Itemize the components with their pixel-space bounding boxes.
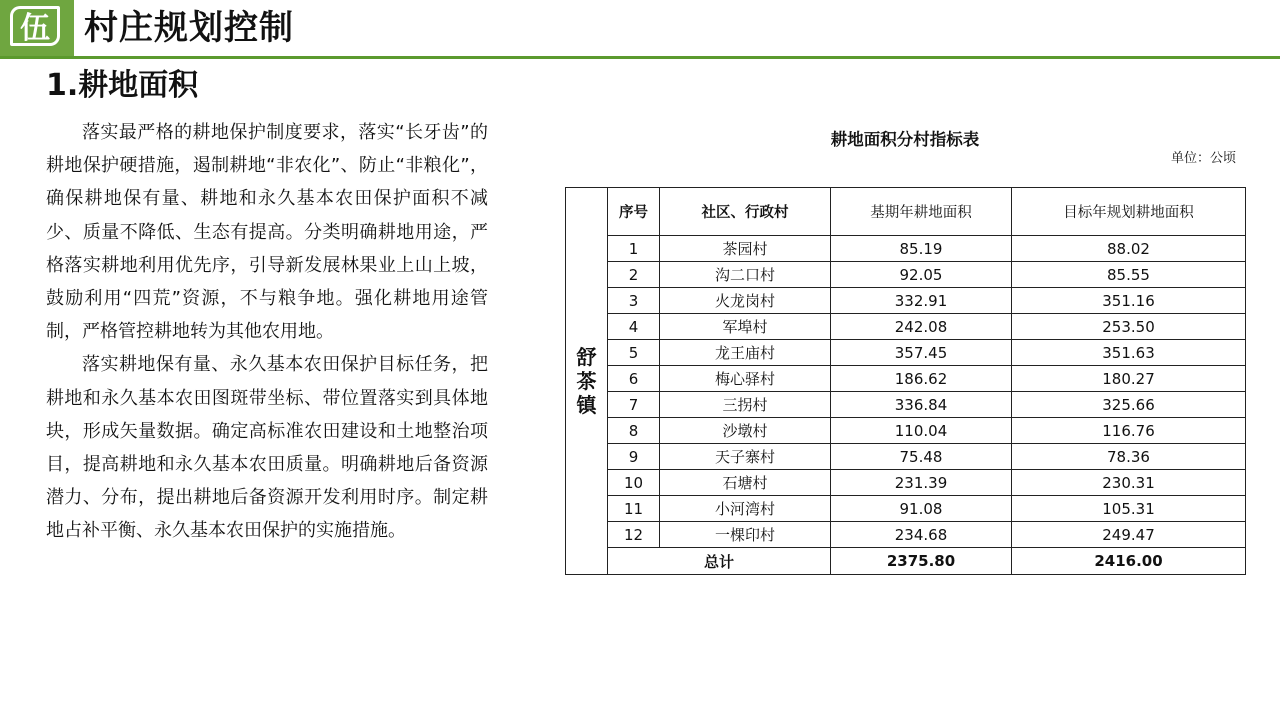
cell-base: 110.04 <box>831 418 1012 444</box>
table-row <box>566 366 1246 392</box>
cell-base: 357.45 <box>831 340 1012 366</box>
table-row <box>566 470 1246 496</box>
cell-base: 85.19 <box>831 236 1012 262</box>
cell-base: 186.62 <box>831 366 1012 392</box>
table-header-row <box>566 188 1246 236</box>
cell-village: 沙墩村 <box>660 418 831 444</box>
table-row <box>566 444 1246 470</box>
header-target: 目标年规划耕地面积 <box>1012 188 1246 236</box>
header-village: 社区、行政村 <box>660 188 831 236</box>
table-row <box>566 288 1246 314</box>
total-label: 总计 <box>608 548 831 575</box>
total-row <box>566 548 1246 575</box>
cell-target: 351.16 <box>1012 288 1246 314</box>
body-text <box>46 116 488 548</box>
cell-target: 249.47 <box>1012 522 1246 548</box>
cell-village: 天子寨村 <box>660 444 831 470</box>
paragraph: 落实最严格的耕地保护制度要求，落实“长牙齿”的耕地保护硬措施，遏制耕地“非农化”、防止“非粮化”，确保耕地保有量、耕地和永久基本农田保护面积不减少、质量不降低、生态有提高。分类明确耕地用途，严格落实耕地利用优先序，引导新发展林果业上山上坡，鼓励利用“四荒”资源，不与粮争地。强化耕地用途管制，严格管控耕地转为其他农用地。 <box>46 122 488 343</box>
cell-base: 91.08 <box>831 496 1012 522</box>
cell-base: 75.48 <box>831 444 1012 470</box>
table-row <box>566 496 1246 522</box>
cell-no: 8 <box>608 418 660 444</box>
table-row <box>566 262 1246 288</box>
cell-village: 三拐村 <box>660 392 831 418</box>
town-cell <box>566 188 608 575</box>
total-base: 2375.80 <box>831 548 1012 575</box>
cell-base: 231.39 <box>831 470 1012 496</box>
cell-base: 242.08 <box>831 314 1012 340</box>
cell-target: 105.31 <box>1012 496 1246 522</box>
table-row <box>566 236 1246 262</box>
section-badge <box>0 0 74 56</box>
table-unit: 单位：公顷 <box>1170 151 1236 166</box>
table-row <box>566 314 1246 340</box>
cell-target: 78.36 <box>1012 444 1246 470</box>
cell-no: 1 <box>608 236 660 262</box>
cell-base: 92.05 <box>831 262 1012 288</box>
header-base: 基期年耕地面积 <box>831 188 1012 236</box>
cell-target: 85.55 <box>1012 262 1246 288</box>
table-row <box>566 522 1246 548</box>
cell-no: 6 <box>608 366 660 392</box>
table-row <box>566 340 1246 366</box>
badge-glyph: 伍 <box>10 6 60 46</box>
cell-target: 253.50 <box>1012 314 1246 340</box>
cell-no: 5 <box>608 340 660 366</box>
cell-target: 351.63 <box>1012 340 1246 366</box>
cell-no: 7 <box>608 392 660 418</box>
cell-village: 火龙岗村 <box>660 288 831 314</box>
title-divider <box>0 56 1280 59</box>
cell-no: 4 <box>608 314 660 340</box>
cell-target: 180.27 <box>1012 366 1246 392</box>
cell-no: 2 <box>608 262 660 288</box>
header-no: 序号 <box>608 188 660 236</box>
farmland-table <box>565 187 1246 575</box>
cell-village: 军埠村 <box>660 314 831 340</box>
cell-no: 3 <box>608 288 660 314</box>
cell-village: 沟二口村 <box>660 262 831 288</box>
cell-no: 9 <box>608 444 660 470</box>
cell-base: 336.84 <box>831 392 1012 418</box>
cell-village: 石塘村 <box>660 470 831 496</box>
cell-target: 325.66 <box>1012 392 1246 418</box>
cell-target: 116.76 <box>1012 418 1246 444</box>
cell-target: 88.02 <box>1012 236 1246 262</box>
cell-no: 11 <box>608 496 660 522</box>
table-row <box>566 392 1246 418</box>
table-row <box>566 418 1246 444</box>
paragraph: 落实耕地保有量、永久基本农田保护目标任务，把耕地和永久基本农田图斑带坐标、带位置落实到具体地块，形成矢量数据。确定高标准农田建设和土地整治项目，提高耕地和永久基本农田质量。明确耕地后备资源潜力、分布，提出耕地后备资源开发利用时序。制定耕地占补平衡、永久基本农田保护的实施措施。 <box>46 354 488 542</box>
cell-village: 龙王庙村 <box>660 340 831 366</box>
cell-base: 332.91 <box>831 288 1012 314</box>
cell-target: 230.31 <box>1012 470 1246 496</box>
town-name: 舒茶镇 <box>576 345 597 417</box>
total-target: 2416.00 <box>1012 548 1246 575</box>
cell-base: 234.68 <box>831 522 1012 548</box>
cell-no: 10 <box>608 470 660 496</box>
cell-village: 梅心驿村 <box>660 366 831 392</box>
page-title: 村庄规划控制 <box>84 8 294 48</box>
cell-village: 茶园村 <box>660 236 831 262</box>
section-title: 1.耕地面积 <box>46 68 199 103</box>
cell-village: 小河湾村 <box>660 496 831 522</box>
cell-no: 12 <box>608 522 660 548</box>
cell-village: 一棵印村 <box>660 522 831 548</box>
table-title: 耕地面积分村指标表 <box>830 130 980 149</box>
